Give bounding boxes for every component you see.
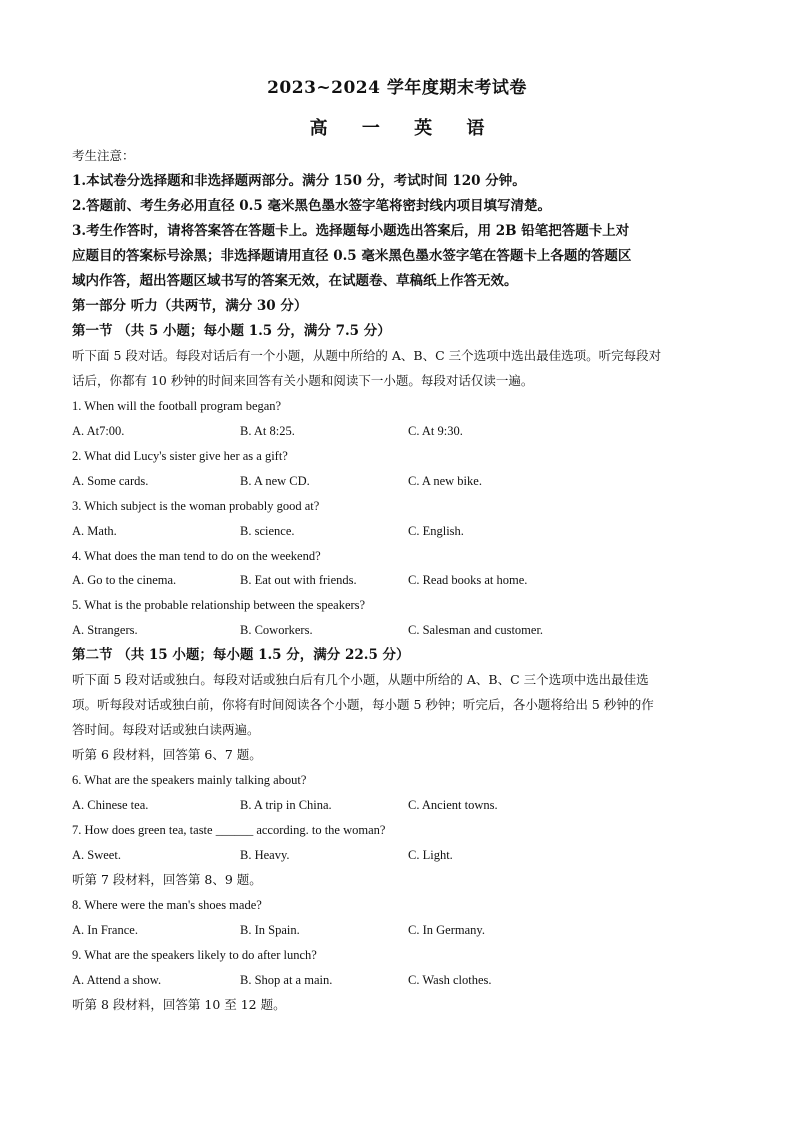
question-8: 8. Where were the man's shoes made? bbox=[72, 898, 262, 912]
q6-option-c: C. Ancient towns. bbox=[408, 798, 498, 812]
q6-option-b: B. A trip in China. bbox=[240, 798, 332, 812]
q7-option-a: A. Sweet. bbox=[72, 848, 121, 862]
section1-instructions-1: 听下面 5 段对话。每段对话后有一个小题，从题中所给的 A、B、C 三个选项中选出最佳选项。听完每段对 bbox=[72, 348, 662, 363]
section2-instructions-1: 听下面 5 段对话或独白。每段对话或独白后有几个小题，从题中所给的 A、B、C 三个选项中选出最佳选 bbox=[72, 672, 649, 687]
question-3: 3. Which subject is the woman probably good at? bbox=[72, 499, 320, 513]
notice-item-3-cont-1: 应题目的答案标号涂黑；非选择题请用直径 0.5 毫米黑色墨水签字笔在答题卡上各题的答题区 bbox=[72, 248, 632, 264]
exam-subject: 高 一 英 语 bbox=[309, 118, 499, 139]
q5-option-c: C. Salesman and customer. bbox=[408, 623, 544, 637]
part1-heading: 第一部分 听力（共两节，满分 30 分） bbox=[72, 298, 308, 314]
q4-option-a: A. Go to the cinema. bbox=[72, 573, 177, 587]
q2-option-b: B. A new CD. bbox=[240, 474, 310, 488]
q5-option-b: B. Coworkers. bbox=[240, 623, 313, 637]
q5-option-a: A. Strangers. bbox=[72, 623, 138, 637]
q9-option-c: C. Wash clothes. bbox=[408, 973, 492, 987]
question-7: 7. How does green tea, taste ______ according. to the woman? bbox=[72, 823, 386, 837]
question-2: 2. What did Lucy's sister give her as a gift? bbox=[72, 449, 288, 463]
q7-option-c: C. Light. bbox=[408, 848, 453, 862]
question-1: 1. When will the football program began? bbox=[72, 399, 282, 413]
q1-option-c: C. At 9:30. bbox=[408, 424, 463, 438]
notice-item-3-cont-2: 域内作答，超出答题区域书写的答案无效，在试题卷、草稿纸上作答无效。 bbox=[72, 273, 518, 289]
q1-option-b: B. At 8:25. bbox=[240, 424, 295, 438]
section2-instructions-3: 答时间。每段对话或独白读两遍。 bbox=[72, 722, 260, 737]
q8-option-c: C. In Germany. bbox=[408, 923, 485, 937]
q9-option-a: A. Attend a show. bbox=[72, 973, 162, 987]
question-4: 4. What does the man tend to do on the weekend? bbox=[72, 549, 321, 563]
section2-heading: 第二节 （共 15 小题；每小题 1.5 分，满分 22.5 分） bbox=[72, 647, 410, 663]
notice-item-2: 2.答题前、考生务必用直径 0.5 毫米黑色墨水签字笔将密封线内项目填写清楚。 bbox=[72, 198, 551, 214]
group-6-label: 听第 6 段材料，回答第 6、7 题。 bbox=[72, 747, 262, 762]
section2-instructions-2: 项。听每段对话或独白前，你将有时间阅读各个小题，每小题 5 秒钟；听完后，各小题将给出 5 秒钟的作 bbox=[72, 697, 654, 712]
q6-option-a: A. Chinese tea. bbox=[72, 798, 149, 812]
q9-option-b: B. Shop at a main. bbox=[240, 973, 333, 987]
notice-heading: 考生注意： bbox=[72, 148, 135, 163]
section1-instructions-2: 话后，你都有 10 秒钟的时间来回答有关小题和阅读下一小题。每段对话仅读一遍。 bbox=[72, 373, 534, 388]
q2-option-a: A. Some cards. bbox=[72, 474, 149, 488]
section1-heading: 第一节 （共 5 小题；每小题 1.5 分，满分 7.5 分） bbox=[72, 323, 391, 339]
q3-option-c: C. English. bbox=[408, 524, 464, 538]
question-6: 6. What are the speakers mainly talking about? bbox=[72, 773, 307, 787]
q7-option-b: B. Heavy. bbox=[240, 848, 290, 862]
notice-item-1: 1.本试卷分选择题和非选择题两部分。满分 150 分，考试时间 120 分钟。 bbox=[72, 173, 526, 189]
exam-title: 2023~2024 学年度期末考试卷 bbox=[267, 78, 527, 98]
q2-option-c: C. A new bike. bbox=[408, 474, 482, 488]
group-7-label: 听第 7 段材料，回答第 8、9 题。 bbox=[72, 872, 262, 887]
q1-option-a: A. At7:00. bbox=[72, 424, 125, 438]
q4-option-b: B. Eat out with friends. bbox=[240, 573, 357, 587]
q3-option-b: B. science. bbox=[240, 524, 295, 538]
q4-option-c: C. Read books at home. bbox=[408, 573, 528, 587]
question-9: 9. What are the speakers likely to do after lunch? bbox=[72, 948, 317, 962]
group-8-label: 听第 8 段材料，回答第 10 至 12 题。 bbox=[72, 997, 286, 1012]
q8-option-b: B. In Spain. bbox=[240, 923, 300, 937]
question-5: 5. What is the probable relationship between the speakers? bbox=[72, 598, 366, 612]
notice-item-3: 3.考生作答时，请将答案答在答题卡上。选择题每小题选出答案后，用 2B 铅笔把答题卡上对 bbox=[72, 223, 630, 239]
q3-option-a: A. Math. bbox=[72, 524, 117, 538]
q8-option-a: A. In France. bbox=[72, 923, 138, 937]
